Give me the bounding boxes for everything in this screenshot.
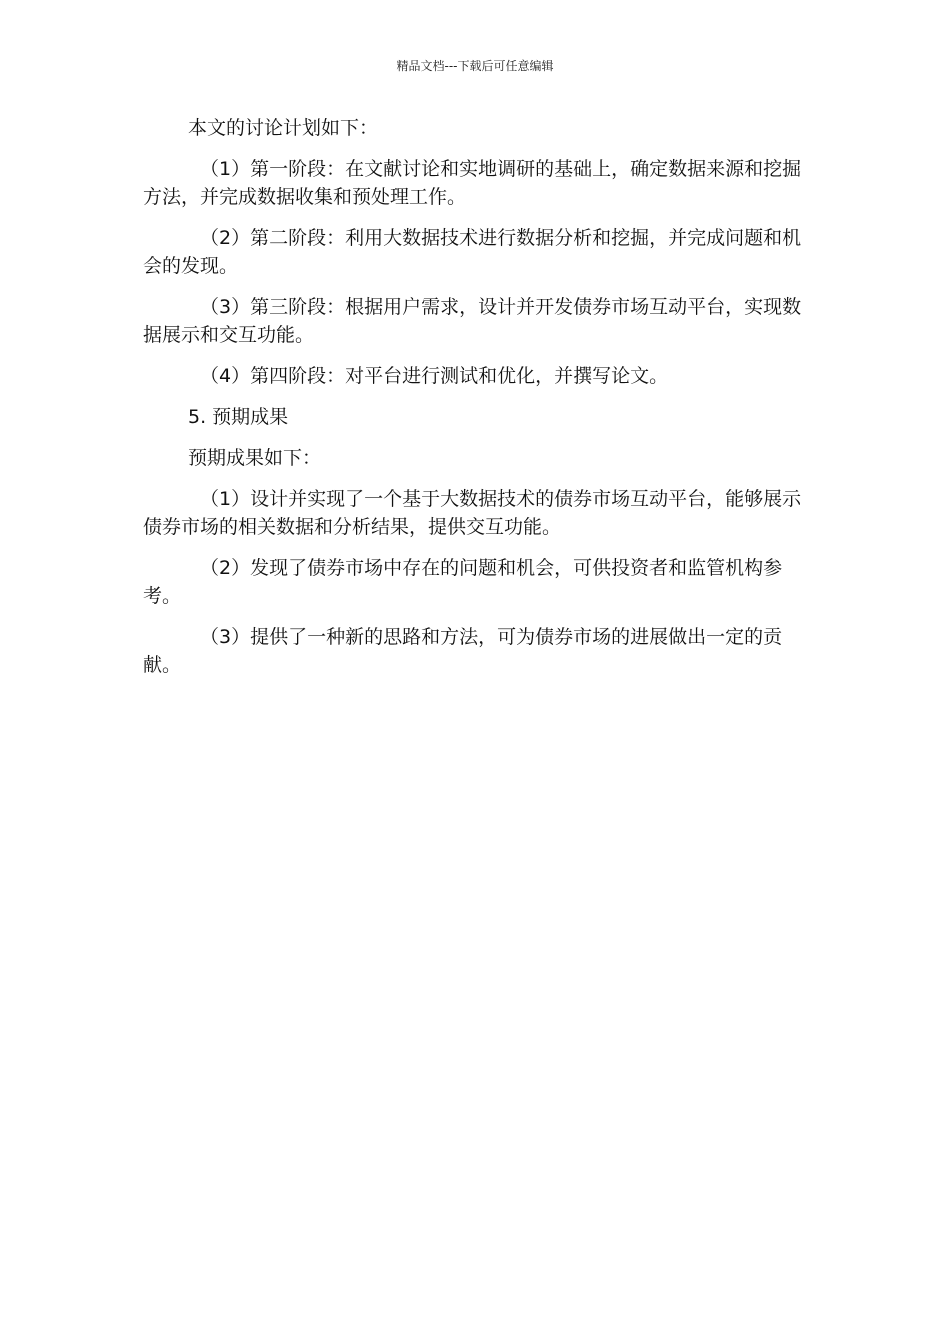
document-body <box>143 114 805 692</box>
paragraph-stage-4: （4）第四阶段：对平台进行测试和优化，并撰写论文。 <box>200 365 669 387</box>
paragraph-stage-3: （3）第三阶段：根据用户需求，设计并开发债券市场互动平台，实现数据展示和交互功能。 <box>143 296 802 346</box>
paragraph-result-1: （1）设计并实现了一个基于大数据技术的债券市场互动平台，能够展示债券市场的相关数据和分析结果，提供交互功能。 <box>143 488 802 538</box>
paragraph-stage-2: （2）第二阶段：利用大数据技术进行数据分析和挖掘，并完成问题和机会的发现。 <box>143 227 802 277</box>
paragraph-result-3: （3）提供了一种新的思路和方法，可为债券市场的进展做出一定的贡献。 <box>143 626 783 676</box>
paragraph-result-2: （2）发现了债券市场中存在的问题和机会，可供投资者和监管机构参考。 <box>143 557 783 607</box>
paragraph-results-intro: 预期成果如下： <box>188 447 322 469</box>
section-heading-expected-results: 5. 预期成果 <box>188 406 289 428</box>
page-header-note: 精品文档---下载后可任意编辑 <box>396 59 554 73</box>
paragraph-stage-1: （1）第一阶段：在文献讨论和实地调研的基础上，确定数据来源和挖掘方法，并完成数据收集和预处理工作。 <box>143 158 802 208</box>
paragraph-plan-intro: 本文的讨论计划如下： <box>188 117 379 139</box>
